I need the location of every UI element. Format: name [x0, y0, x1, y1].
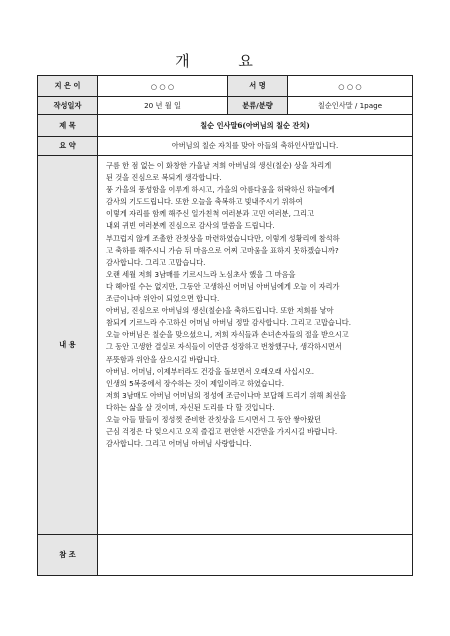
subject-value: 칠순 인사말6(아버님의 칠순 잔치)	[98, 115, 413, 137]
content-body	[98, 156, 413, 535]
summary-value: 아버님의 칠순 자치를 맞아 아들의 축하인사말입니다.	[98, 137, 413, 156]
content-line: 조금이나마 위안이 되었으면 합니다.	[106, 294, 220, 304]
content-line: 푸뜻함과 위안을 삼으시길 바랍니다.	[106, 354, 220, 364]
content-label: 내 용	[38, 156, 98, 535]
content-line: 감사합니다. 그리고 어머님 아버님 사랑합니다.	[106, 439, 252, 449]
content-line: 고 축하를 해주시니 가슴 뒤 마음으로 어찌 고마움을 표하지 못하겠습니까?	[106, 245, 339, 255]
content-line: 아버님, 진심으로 아버님의 생신(칠순)을 축하드립니다. 또한 저희를 낳아	[106, 306, 334, 316]
content-line: 아버님. 어머님, 이제부터라도 건강을 돌보면서 오래오래 사십시오.	[106, 366, 315, 376]
reference-value	[98, 535, 413, 576]
reference-label: 참 조	[38, 535, 98, 576]
category-value: 칠순인사말 / 1page	[288, 97, 413, 115]
subject-label: 제 목	[38, 115, 98, 137]
author-value: ○ ○ ○	[98, 76, 228, 97]
content-line: 감사합니다. 그리고 고맙습니다.	[106, 257, 206, 267]
content-line: 이렇게 자리를 함께 해주신 일가친척 여러분과 고민 여러분, 그리고	[106, 209, 315, 219]
summary-label: 요 약	[38, 137, 98, 156]
content-line: 부끄럽지 않게 조촐한 잔칫상을 마련하였습니다만, 이렇게 성황리에 참석하	[106, 233, 340, 243]
content-line: 그 동안 고생한 결실로 자식들이 이만큼 성장하고 번창했구나, 생각하시면서	[106, 342, 342, 352]
date-label: 작성일자	[38, 97, 98, 115]
content-line: 인생의 5복중에서 장수하는 것이 제일이라고 하였습니다.	[106, 378, 284, 388]
content-line: 오랜 세월 저희 3남매를 기르시느라 노심초사 했을 그 마음을	[106, 269, 296, 279]
signature-label: 서 명	[228, 76, 288, 97]
category-label: 분류/분량	[228, 97, 288, 115]
content-line: 된 것을 진심으로 복되게 생각합니다.	[106, 173, 222, 183]
content-line: 오늘 아들 딸들이 정성껏 준비한 잔칫상을 드시면서 그 동안 쌓아왔던	[106, 414, 321, 424]
summary-form-table	[37, 75, 413, 576]
content-line: 다 헤아릴 수는 없지만, 그동안 고생하신 어머님 아버님에게 오늘 이 자리가	[106, 281, 340, 291]
content-line: 내외 귀빈 여러분께 진심으로 감사의 말씀을 드립니다.	[106, 221, 275, 231]
author-label: 지 은 이	[38, 76, 98, 97]
content-line: 다하는 삶을 살 것이며, 자신된 도리를 다 할 것입니다.	[106, 402, 275, 412]
signature-value: ○ ○ ○	[288, 76, 413, 97]
content-line: 근심 걱정은 다 잊으시고 오직 즐겁고 편안한 시간만을 가지시길 바랍니다.	[106, 427, 338, 437]
content-line: 오늘 아버님은 칠순을 맞으셨으니, 저희 자식들과 손녀손자들의 절을 받으시고	[106, 330, 349, 340]
content-line: 저희 3남매도 아버님 어머님의 정성에 조금이나마 보답해 드리기 위해 최선을	[106, 390, 347, 400]
date-value: 20 년 월 일	[98, 97, 228, 115]
page-title: 개 요	[175, 52, 275, 70]
content-line: 구름 한 점 없는 이 화창한 가을날 저희 아버님의 생신(칠순) 상을 차리게	[106, 161, 332, 170]
content-line: 풍 가을의 풍성함을 이루게 하시고, 가을의 아름다움을 허락하신 하늘에게	[106, 185, 335, 195]
content-line: 감사의 기도드립니다. 또한 오늘을 축복하고 빛내주시기 위하여	[106, 197, 303, 207]
content-line: 참되게 기르느라 수고하신 어머님 아버님 정말 감사합니다. 그리고 고맙습니다.	[106, 318, 352, 328]
